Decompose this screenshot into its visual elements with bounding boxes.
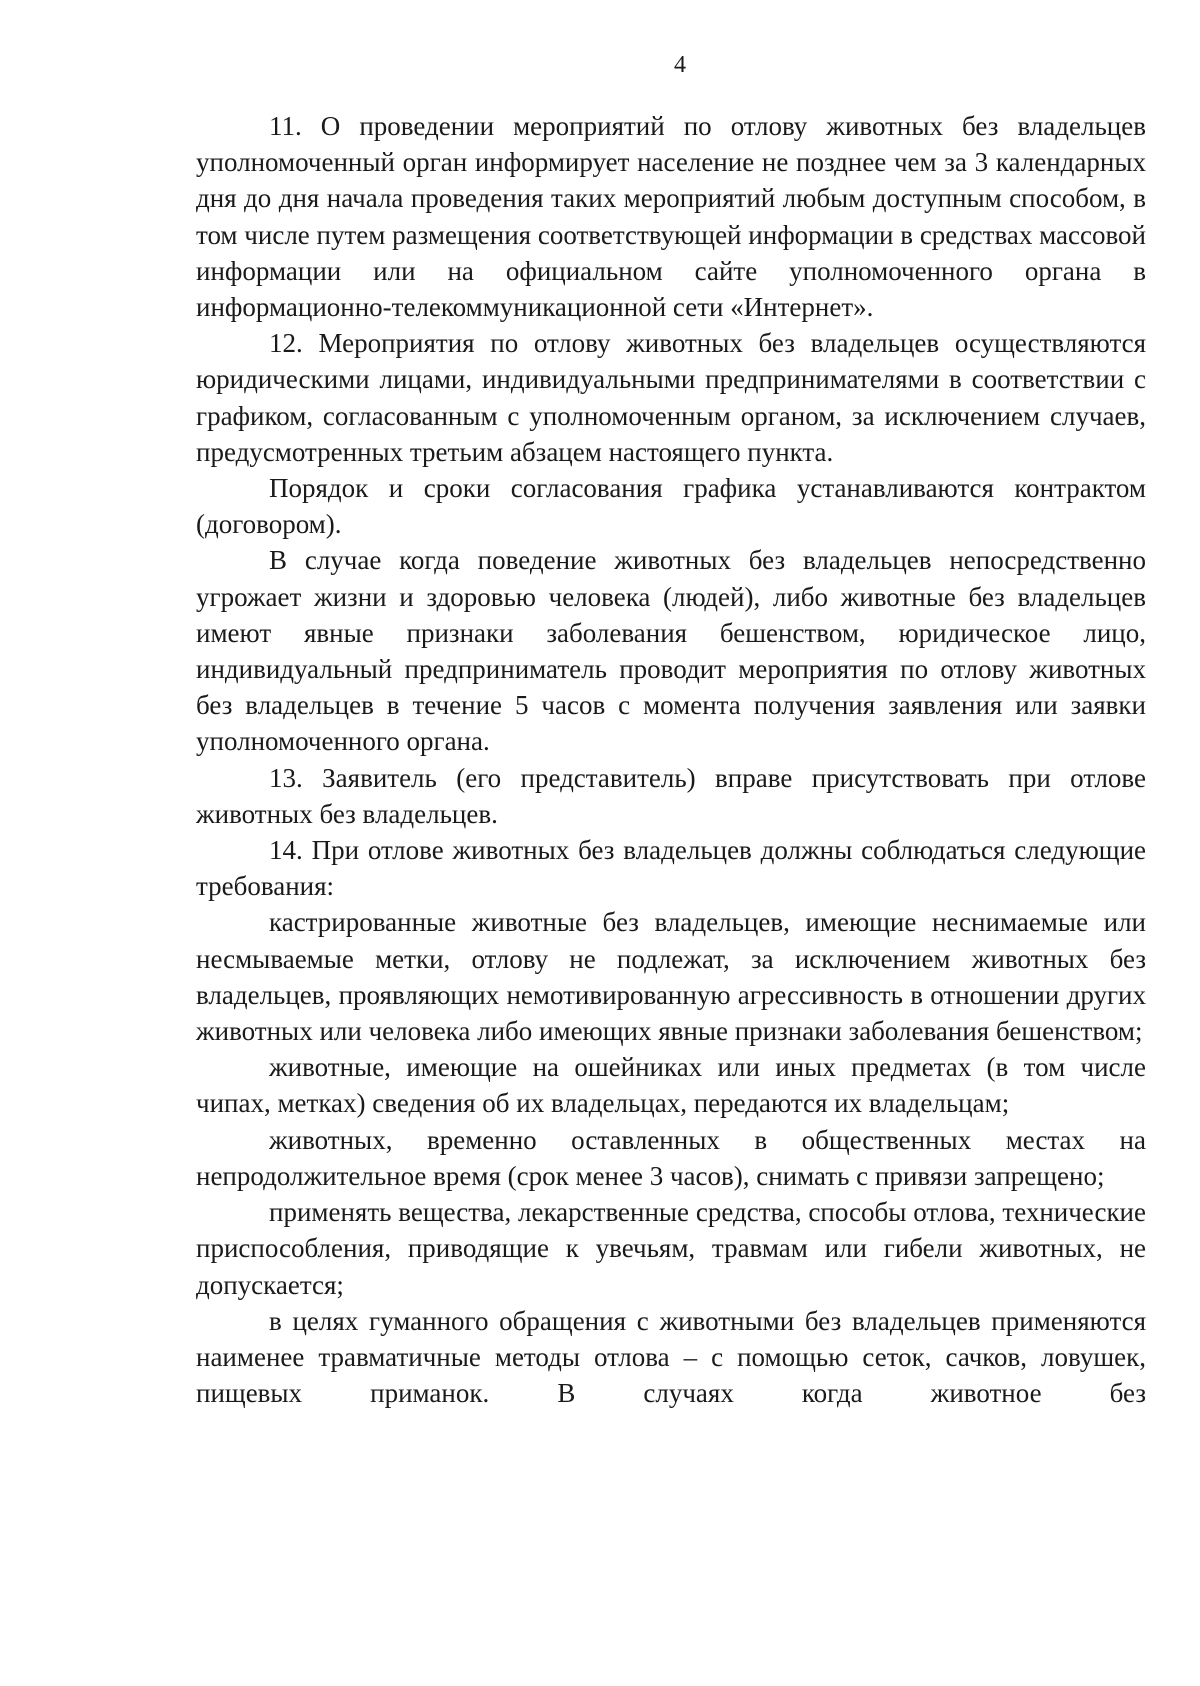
requirement-castrated-animals: кастрированные животные без владельцев, имеющие неснимаемые или несмываемые метки, отлову не подлежат, за исключением животных без владельцев, проявляющих немотивированную агрессивность в отношении других животных или человека либо имеющих явные признаки заболевания бешенством; [196,907,1146,1047]
document-body [196,108,1146,1411]
requirement-prohibited-methods: применять вещества, лекарственные средства, способы отлова, технические приспособления, приводящие к увечьям, травмам или гибели животных, не допускается; [196,1197,1146,1300]
paragraph-12: 12. Мероприятия по отлову животных без владельцев осуществляются юридическими лицами, индивидуальными предпринимателями в соответствии с графиком, согласованным с уполномоченным органом, за исключением случаев, предусмотренных третьим абзацем настоящего пункта. [196,328,1146,467]
requirement-leashed-animals: животных, временно оставленных в общественных местах на непродолжительное время (срок менее 3 часов), снимать с привязи запрещено; [196,1124,1146,1191]
requirement-humane-methods: в целях гуманного обращения с животными без владельцев применяются наименее травматичные методы отлова – с помощью сеток, сачков, ловушек, пищевых приманок. В случаях когда животное без [196,1305,1146,1409]
requirement-collar-information: животные, имеющие на ошейниках или иных предметах (в том числе чипах, метках) сведения об их владельцах, передаются их владельцам; [196,1052,1146,1119]
paragraph-12-schedule: Порядок и сроки согласования графика устанавливаются контрактом (договором). [196,473,1146,540]
paragraph-14: 14. При отлове животных без владельцев должны соблюдаться следующие требования: [196,835,1146,902]
paragraph-11: 11. О проведении мероприятий по отлову животных без владельцев уполномоченный орган информирует население не позднее чем за 3 календарных дня до дня начала проведения таких мероприятий любым доступным способом, в том числе путем размещения соответствующей информации в средствах массовой информации или на официальном сайте уполномоченного органа в информационно-телекоммуникационной сети «Интернет». [196,111,1146,323]
paragraph-12-urgent-case: В случае когда поведение животных без владельцев непосредственно угрожает жизни и здоровью человека (людей), либо животные без владельцев имеют явные признаки заболевания бешенством, юридическое лицо, индивидуальный предприниматель проводит мероприятия по отлову животных без владельцев в течение 5 часов с момента получения заявления или заявки уполномоченного органа. [196,545,1146,757]
paragraph-13: 13. Заявитель (его представитель) вправе присутствовать при отлове животных без владельцев. [196,762,1146,829]
page-number: 4 [674,52,686,78]
